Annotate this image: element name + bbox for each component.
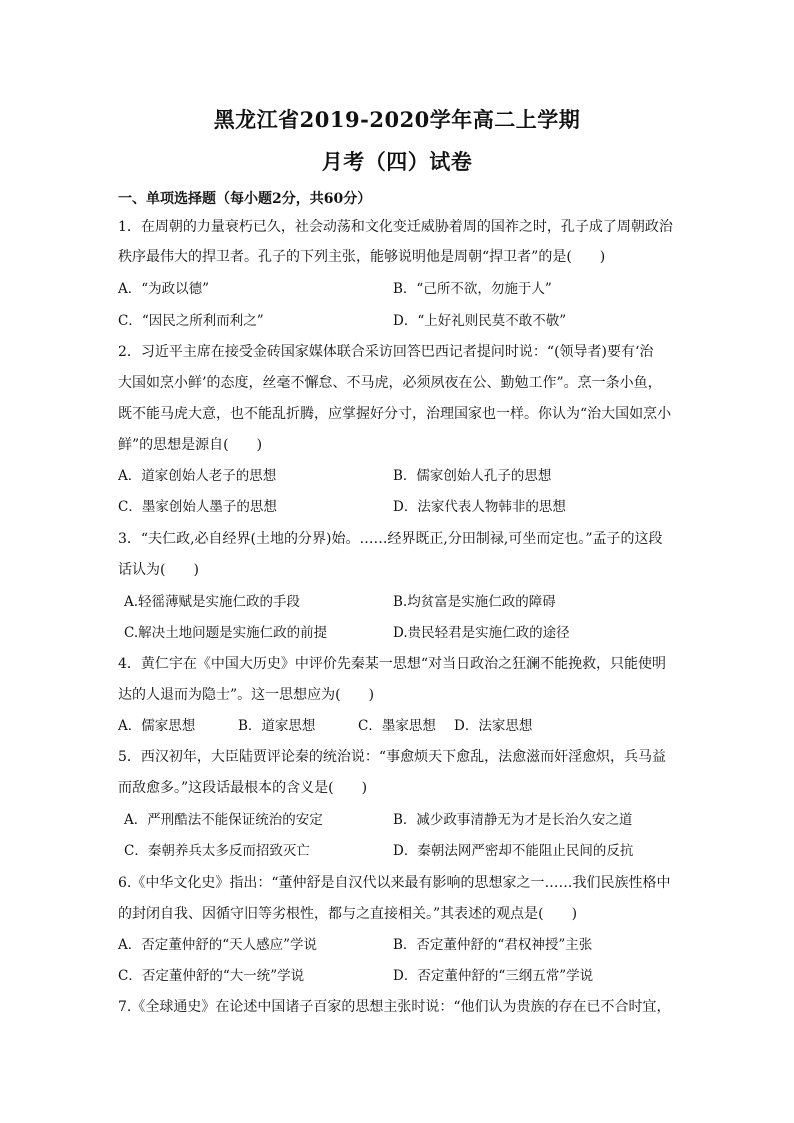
question-3-option-a: A.轻徭薄赋是实施仁政的手段 — [124, 594, 301, 610]
question-2-line-2: 大国如烹小鲜’的态度，丝毫不懈怠、不马虎，必须夙夜在公、勤勉工作”。烹一条小鱼， — [118, 375, 662, 391]
question-4-option-c: C．墨家思想 — [358, 718, 436, 734]
question-1-line-1: 1．在周朝的力量衰朽已久，社会动荡和文化变迁威胁着周的国祚之时，孔子成了周朝政治 — [118, 219, 673, 235]
question-6-line-2: 的封闭自我、因循守旧等劣根性，都与之直接相关。”其表述的观点是( ) — [118, 906, 578, 922]
question-3-option-c: C.解决土地问题是实施仁政的前提 — [124, 625, 328, 641]
exam-title: 黑龙江省2019-2020学年高二上学期 — [213, 107, 581, 132]
question-6-option-a: A．否定董仲舒的“天人感应”学说 — [118, 937, 318, 953]
question-4-option-a: A．儒家思想 — [118, 718, 196, 734]
section-heading: 一、单项选择题（每小题2分，共60分） — [118, 191, 372, 207]
question-5-option-c: C．秦朝养兵太多反而招致灭亡 — [124, 843, 310, 859]
question-2-line-1: 2．习近平主席在接受金砖国家媒体联合采访回答巴西记者提问时说：“(领导者)要有‘治 — [118, 344, 654, 360]
question-4-option-d: D．法家思想 — [454, 718, 533, 734]
question-1-option-d: D．“上好礼则民莫不敢不敬” — [393, 313, 567, 329]
question-3-line-1: 3．“夫仁政,必自经界(土地的分界)始。……经界既正,分田制禄,可坐而定也。”孟子的这段 — [118, 531, 663, 547]
question-5-line-1: 5．西汉初年，大臣陆贾评论秦的统治说：“事愈烦天下愈乱，法愈滋而奸淫愈炽，兵马益 — [118, 749, 667, 765]
question-1-option-c: C．“因民之所利而利之” — [118, 313, 264, 329]
question-5-option-b: B．减少政事清静无为才是长治久安之道 — [393, 812, 633, 828]
question-1-option-b: B．“己所不欲，勿施于人” — [393, 281, 552, 297]
exam-subtitle: 月考（四）试卷 — [321, 149, 473, 174]
question-2-option-c: C．墨家创始人墨子的思想 — [118, 499, 277, 515]
question-3-option-d: D.贵民轻君是实施仁政的途径 — [393, 625, 570, 641]
question-4-line-1: 4．黄仁宇在《中国大历史》中评价先秦某一思想“对当日政治之狂澜不能挽救，只能使明 — [118, 656, 667, 672]
question-2-option-a: A．道家创始人老子的思想 — [118, 468, 277, 484]
question-3-option-b: B.均贫富是实施仁政的障碍 — [393, 594, 556, 610]
question-5-option-d: D．秦朝法网严密却不能阻止民间的反抗 — [393, 843, 634, 859]
question-6-option-b: B．否定董仲舒的“君权神授”主张 — [393, 937, 593, 953]
question-6-option-c: C．否定董仲舒的“大一统”学说 — [118, 968, 305, 984]
question-4-line-2: 达的人退而为隐士”。这一思想应为( ) — [118, 687, 375, 703]
question-7-line-1: 7.《全球通史》在论述中国诸子百家的思想主张时说：“他们认为贵族的存在已不合时宜， — [118, 999, 671, 1015]
question-5-line-2: 而敌愈多。”这段话最根本的含义是( ) — [118, 780, 368, 796]
question-2-line-4: 鲜”的思想是源自( ) — [118, 437, 263, 453]
question-6-option-d: D．否定董仲舒的“三纲五常”学说 — [393, 968, 594, 984]
question-2-line-3: 既不能马虎大意，也不能乱折腾，应掌握好分寸，治理国家也一样。你认为“治大国如烹小 — [118, 406, 672, 422]
question-1-line-2: 秩序最伟大的捍卫者。孔子的下列主张，能够说明他是周朝“捍卫者”的是( ) — [118, 249, 606, 265]
question-2-option-d: D．法家代表人物韩非的思想 — [393, 499, 566, 515]
question-6-line-1: 6.《中华文化史》指出：“董仲舒是自汉代以来最有影响的思想家之一……我们民族性格中 — [118, 875, 671, 891]
question-5-option-a: A．严刑酷法不能保证统治的安定 — [124, 812, 323, 828]
question-3-line-2: 话认为( ) — [118, 562, 199, 578]
question-1-option-a: A．“为政以德” — [118, 281, 210, 297]
question-4-option-b: B．道家思想 — [238, 718, 316, 734]
question-2-option-b: B．儒家创始人孔子的思想 — [393, 468, 552, 484]
